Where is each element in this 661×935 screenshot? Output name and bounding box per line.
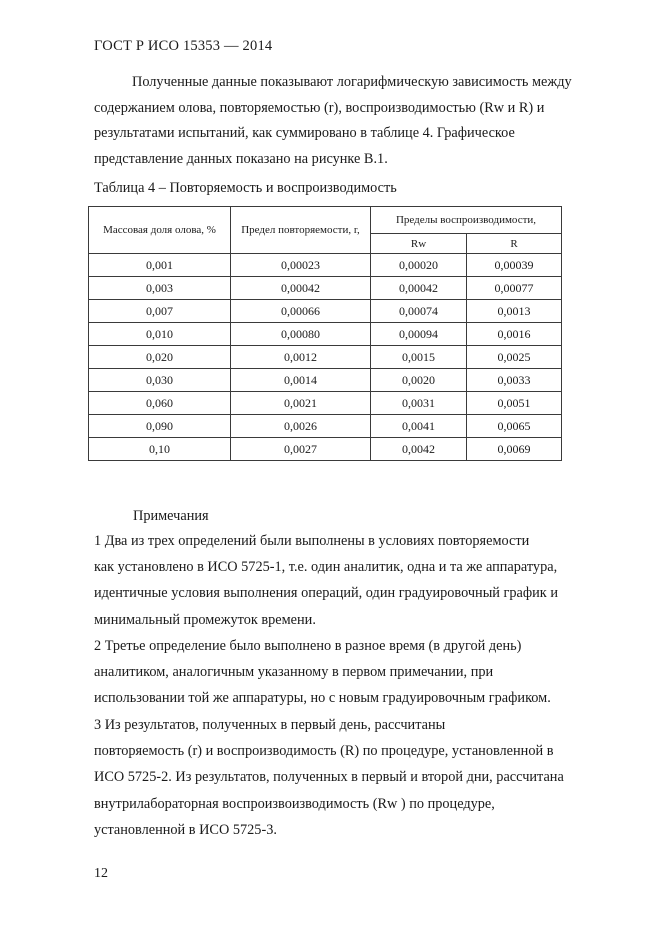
note-line: 3 Из результатов, полученных в первый день, рассчитаны: [94, 717, 446, 733]
table-cell: 0,00023: [231, 254, 371, 277]
table-cell: 0,0014: [231, 369, 371, 392]
column-header-tin-fraction: Массовая доля олова, %: [89, 207, 231, 254]
table-cell: 0,0042: [371, 438, 467, 461]
table-cell: 0,0026: [231, 415, 371, 438]
table-cell: 0,00074: [371, 300, 467, 323]
note-line: минимальный промежуток времени.: [94, 611, 316, 628]
note-line: установленной в ИСО 5725-3.: [94, 821, 277, 838]
page-number: 12: [94, 866, 108, 881]
table-cell: 0,00042: [371, 277, 467, 300]
table-row: [89, 254, 562, 277]
table-cell: 0,0033: [467, 369, 562, 392]
table-cell: 0,0012: [231, 346, 371, 369]
column-header-rw: Rw: [371, 234, 467, 254]
table-cell: 0,10: [89, 438, 231, 461]
table-cell: 0,010: [89, 323, 231, 346]
table-cell: 0,020: [89, 346, 231, 369]
table-cell: 0,0027: [231, 438, 371, 461]
column-header-r: R: [467, 234, 562, 254]
note-2: [94, 633, 614, 712]
table-row: [89, 277, 562, 300]
intro-line: результатами испытаний, как суммировано в таблице 4. Графическое: [94, 125, 515, 141]
note-line: внутрилабораторная воспроизвоизводимость (Rw ) по процедуре,: [94, 795, 495, 812]
table-row: [89, 323, 562, 346]
table-cell: 0,090: [89, 415, 231, 438]
table-cell: 0,007: [89, 300, 231, 323]
table-cell: 0,00094: [371, 323, 467, 346]
note-line: ИСО 5725-2. Из результатов, полученных в первый и второй дни, рассчитана: [94, 769, 564, 786]
note-line: аналитиком, аналогичным указанному в первом примечании, при: [94, 664, 494, 681]
repeatability-table: [88, 206, 562, 461]
table-cell: 0,003: [89, 277, 231, 300]
table-cell: 0,001: [89, 254, 231, 277]
table-cell: 0,0065: [467, 415, 562, 438]
column-header-reproducibility: Пределы воспроизводимости,: [371, 207, 562, 234]
table-cell: 0,0031: [371, 392, 467, 415]
note-line: повторяемость (r) и воспроизводимость (R) по процедуре, установленной в: [94, 743, 554, 760]
note-line: использовании той же аппаратуры, но с новым градуировочным графиком.: [94, 690, 551, 707]
table-cell: 0,0051: [467, 392, 562, 415]
intro-line: содержанием олова, повторяемостью (r), воспроизводимостью (Rw и R) и: [94, 99, 545, 116]
table-cell: 0,0016: [467, 323, 562, 346]
table-cell: 0,0041: [371, 415, 467, 438]
table-row: [89, 392, 562, 415]
table-row: [89, 369, 562, 392]
table-cell: 0,00039: [467, 254, 562, 277]
table-cell: 0,00066: [231, 300, 371, 323]
table-cell: 0,00020: [371, 254, 467, 277]
note-line: 1 Два из трех определений были выполнены в условиях повторяемости: [94, 533, 530, 549]
note-line: идентичные условия выполнения операций, один градуировочный график и: [94, 585, 558, 602]
table-cell: 0,0021: [231, 392, 371, 415]
table-row: [89, 438, 562, 461]
table-cell: 0,0013: [467, 300, 562, 323]
table-caption: Таблица 4 – Повторяемость и воспроизводимость: [94, 180, 397, 196]
table-cell: 0,0069: [467, 438, 562, 461]
table-cell: 0,030: [89, 369, 231, 392]
column-header-repeatability: Предел повторяемости, r,: [231, 207, 371, 254]
table-cell: 0,00042: [231, 277, 371, 300]
table-cell: 0,0020: [371, 369, 467, 392]
table-cell: 0,0015: [371, 346, 467, 369]
table-row: [89, 346, 562, 369]
table-cell: 0,060: [89, 392, 231, 415]
notes-title: Примечания: [133, 508, 209, 524]
table-cell: 0,0025: [467, 346, 562, 369]
intro-paragraph: [94, 70, 614, 172]
table-row: [89, 415, 562, 438]
intro-line: Полученные данные показывают логарифмическую зависимость между: [132, 74, 572, 90]
note-line: как установлено в ИСО 5725-1, т.е. один аналитик, одна и та же аппаратура,: [94, 559, 558, 576]
table-row: [89, 300, 562, 323]
table-cell: 0,00080: [231, 323, 371, 346]
note-1: [94, 528, 614, 633]
intro-line: представление данных показано на рисунке В.1.: [94, 150, 388, 167]
table-cell: 0,00077: [467, 277, 562, 300]
note-line: 2 Третье определение было выполнено в разное время (в другой день): [94, 638, 522, 654]
note-3: [94, 712, 614, 843]
document-header: ГОСТ Р ИСО 15353 — 2014: [94, 38, 273, 54]
